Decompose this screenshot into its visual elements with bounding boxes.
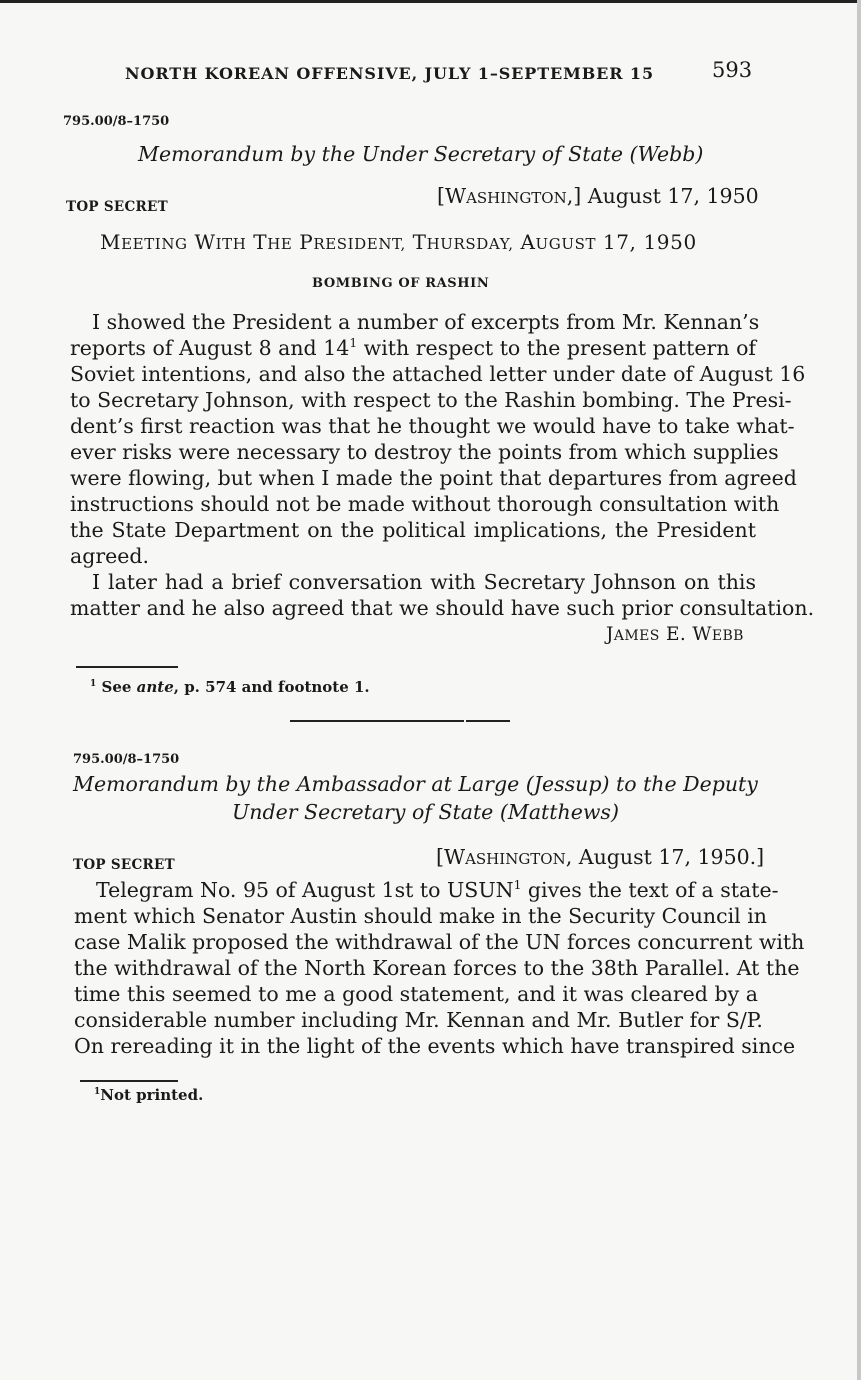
footnote-ref: 1 bbox=[349, 336, 358, 351]
doc2-paragraph1-line1: Telegram No. 95 of August 1st to USUN$^1$ gives the text of a state- bbox=[96, 878, 779, 902]
document-separator bbox=[290, 720, 464, 722]
doc1-classification: TOP SECRET bbox=[66, 199, 168, 215]
running-head: NORTH KOREAN OFFENSIVE, JULY 1–SEPTEMBER 15 bbox=[125, 64, 654, 83]
doc1-footnote: $^1$ See ante, p. 574 and footnote 1. bbox=[90, 678, 370, 696]
doc2-paragraph1-line3: case Malik proposed the withdrawal of the UN forces concurrent with bbox=[74, 930, 805, 954]
doc2-paragraph1-line5: time this seemed to me a good statement, and it was cleared by a bbox=[74, 982, 758, 1006]
doc1-signature: JAMES E. WEBB bbox=[606, 624, 744, 645]
doc1-paragraph1-line5: dent’s first reaction was that he thought we would have to take what- bbox=[70, 414, 795, 438]
page-edge-shadow bbox=[857, 0, 861, 1380]
page-number: 593 bbox=[712, 58, 753, 82]
doc1-paragraph1-line6: ever risks were necessary to destroy the points from which supplies bbox=[70, 440, 779, 464]
doc1-paragraph1-line1: I showed the President a number of excerpts from Mr. Kennan’s bbox=[92, 310, 760, 334]
doc1-paragraph1-line3: Soviet intentions, and also the attached letter under date of August 16 bbox=[70, 362, 806, 386]
doc2-paragraph1-line6: considerable number including Mr. Kennan and Mr. Butler for S/P. bbox=[74, 1008, 763, 1032]
doc2-title-line2: Under Secretary of State (Matthews) bbox=[232, 800, 619, 824]
doc1-dateline: [WASHINGTON,] August 17, 1950 bbox=[437, 184, 759, 208]
doc1-subheading: BOMBING OF RASHIN bbox=[312, 276, 490, 291]
doc1-paragraph1-line9: the State Department on the political implications, the President bbox=[70, 518, 756, 542]
doc1-paragraph1-line7: were flowing, but when I made the point that departures from agreed bbox=[70, 466, 797, 490]
doc2-paragraph1-line2: ment which Senator Austin should make in the Security Council in bbox=[74, 904, 767, 928]
doc1-file-number: 795.00/8–1750 bbox=[63, 114, 170, 129]
page-top-border bbox=[0, 0, 861, 3]
doc1-paragraph2-line2: matter and he also agreed that we should have such prior consultation. bbox=[70, 596, 815, 620]
doc1-paragraph1-line4: to Secretary Johnson, with respect to the Rashin bombing. The Presi- bbox=[70, 388, 792, 412]
doc2-file-number: 795.00/8–1750 bbox=[73, 752, 180, 767]
doc1-title: Memorandum by the Under Secretary of State (Webb) bbox=[138, 142, 704, 166]
document-separator-tail bbox=[466, 720, 510, 722]
doc2-dateline: [WASHINGTON, August 17, 1950.] bbox=[436, 845, 765, 869]
doc1-paragraph2-line1: I later had a brief conversation with Secretary Johnson on this bbox=[92, 570, 756, 594]
footnote-rule bbox=[80, 1080, 178, 1082]
doc2-title-line1: Memorandum by the Ambassador at Large (Jessup) to the Deputy bbox=[73, 772, 758, 796]
doc2-footnote: $^1$Not printed. bbox=[94, 1086, 204, 1104]
doc1-paragraph1-line10: agreed. bbox=[70, 544, 150, 568]
footnote-rule bbox=[76, 666, 178, 668]
doc1-paragraph1-line2: reports of August 8 and $14^1$ with respect to the present pattern of bbox=[70, 336, 757, 360]
doc2-paragraph1-line4: the withdrawal of the North Korean forces to the 38th Parallel. At the bbox=[74, 956, 800, 980]
doc1-subject: MEETING WITH THE PRESIDENT, THURSDAY, AUGUST 17, 1950 bbox=[100, 230, 697, 254]
doc1-paragraph1-line8: instructions should not be made without thorough consultation with bbox=[70, 492, 780, 516]
doc2-paragraph1-line7: On rereading it in the light of the events which have transpired since bbox=[74, 1034, 796, 1058]
doc2-classification: TOP SECRET bbox=[73, 857, 175, 873]
footnote-ref: 1 bbox=[513, 878, 522, 893]
